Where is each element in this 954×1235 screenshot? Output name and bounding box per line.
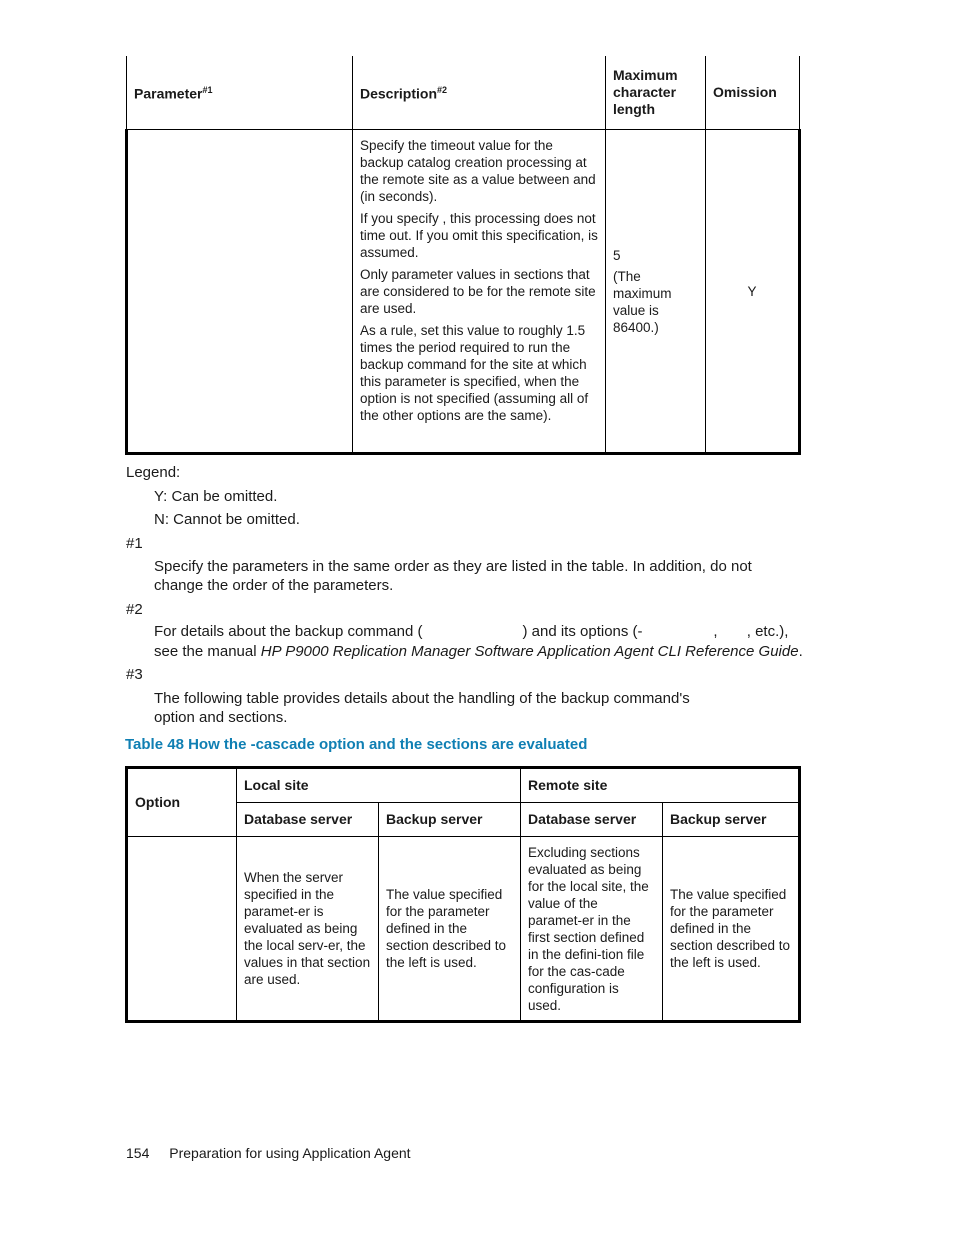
page-number: 154 [126, 1145, 150, 1161]
description-cell [353, 130, 606, 454]
note3-label: #3 [126, 666, 143, 683]
note2-label: #2 [126, 601, 143, 618]
header-omission: Omission [706, 56, 800, 130]
page-footer [126, 1145, 411, 1161]
legend-n: N: Cannot be omitted. [154, 511, 300, 528]
cascade-table [125, 766, 801, 1023]
parameter-cell [127, 130, 353, 454]
table-row [127, 837, 800, 1022]
local-db-cell: When the server specified in the paramet-er is evaluated as being the local serv-er, the values in that section are used. [237, 837, 379, 1022]
header-local-db-server: Database server [237, 803, 379, 837]
description-text: Specify the timeout value for the backup catalog creation processing at the remote site as a value between and (in seconds). [360, 138, 596, 204]
header-max-length: Maximum character length [606, 56, 706, 130]
header-parameter: Parameter$^{\#1}$ [127, 56, 353, 130]
legend-title: Legend: [126, 464, 181, 481]
max-length-value: 5 [613, 247, 621, 263]
description-text: If you specify , this processing does not time out. If you omit this specification, is assumed. [360, 211, 598, 260]
description-text: As a rule, set this value to roughly 1.5 times the period required to run the backup command for the site at which this parameter is specified, when the option is not specified (assuming all of the other options are the same). [360, 323, 589, 423]
parameter-table [125, 56, 801, 455]
header-description: Description$^{\#2}$ [353, 56, 606, 130]
note3-line1: The following table provides details about the handling of the backup command's [154, 690, 690, 707]
header-remote-db-server: Database server [521, 803, 663, 837]
note2-line2: see the manual HP P9000 Replication Manager Software Application Agent CLI Reference Guide. [154, 643, 803, 660]
header-local-site: Local site [237, 768, 521, 803]
omission-cell: Y [706, 130, 800, 454]
option-cell [127, 837, 237, 1022]
table-caption: Table 48 How the -cascade option and the sections are evaluated [125, 736, 588, 753]
local-backup-cell: The value specified for the parameter defined in the section described to the left is used. [379, 837, 521, 1022]
note1-label: #1 [126, 535, 143, 552]
header-option: Option [127, 768, 237, 837]
header-remote-site: Remote site [521, 768, 800, 803]
manual-title: HP P9000 Replication Manager Software Application Agent CLI Reference Guide [260, 643, 799, 660]
remote-db-cell: Excluding sections evaluated as being for the local site, the value of the paramet-er in the first section defined in the defini-tion file for the cas-cade configuration is used. [521, 837, 663, 1022]
note1-text: Specify the parameters in the same order as they are listed in the table. In addition, do not change the order of the parameters. [154, 558, 752, 594]
table-row [127, 130, 800, 454]
note3-line2: option and sections. [154, 709, 288, 726]
header-remote-backup-server: Backup server [663, 803, 800, 837]
description-text: Only parameter values in sections that are considered to be for the remote site are used. [360, 267, 596, 316]
footer-title: Preparation for using Application Agent [169, 1145, 411, 1161]
max-length-cell [606, 130, 706, 454]
legend-y: Y: Can be omitted. [154, 488, 278, 505]
note2-line1: For details about the backup command ( ) and its options (- , , etc.), [154, 623, 789, 640]
remote-backup-cell: The value specified for the parameter defined in the section described to the left is used. [663, 837, 800, 1022]
header-local-backup-server: Backup server [379, 803, 521, 837]
max-length-note: (The maximum value is 86400.) [613, 268, 672, 335]
